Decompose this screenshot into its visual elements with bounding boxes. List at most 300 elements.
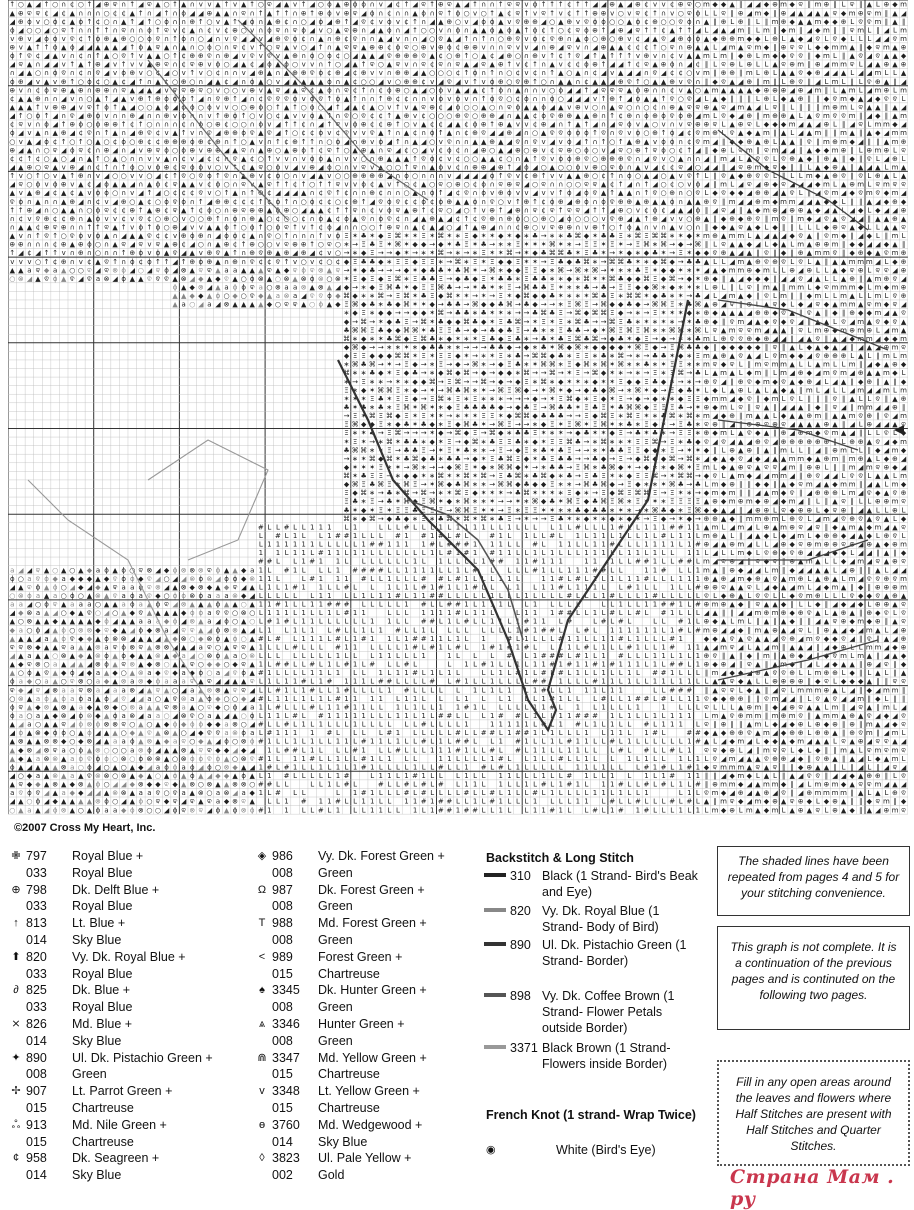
- stitch-symbol: ଵ: [756, 215, 761, 223]
- stitch-symbol: L: [764, 35, 768, 43]
- stitch-symbol: ⊕: [781, 9, 787, 17]
- stitch-symbol: ◆: [635, 283, 641, 291]
- stitch-symbol: ◆: [712, 386, 718, 394]
- stitch-symbol: ∩: [395, 129, 400, 137]
- stitch-symbol: ✶: [412, 266, 418, 274]
- stitch-symbol: ▲: [901, 318, 907, 326]
- stitch-symbol: ◢: [867, 241, 873, 249]
- stitch-symbol: ♣: [480, 283, 486, 291]
- stitch-symbol: ▲: [892, 112, 898, 120]
- stitch-symbol: ♣: [686, 386, 692, 394]
- stitch-symbol: ⊕: [721, 18, 727, 26]
- stitch-symbol: ○: [395, 164, 401, 172]
- stitch-symbol: ⊕: [472, 129, 478, 137]
- stitch-symbol: ○: [463, 9, 469, 17]
- stitch-symbol: ◆: [747, 241, 753, 249]
- stitch-symbol: ∗: [566, 241, 572, 249]
- stitch-symbol: ○: [283, 172, 289, 180]
- stitch-symbol: ⊕: [429, 215, 435, 223]
- stitch-symbol: ✶: [446, 232, 452, 240]
- stitch-symbol: ⊕: [506, 215, 512, 223]
- stitch-symbol: ⌘: [420, 335, 427, 343]
- stitch-symbol: v: [19, 172, 23, 180]
- stitch-symbol: ⊕: [823, 438, 829, 446]
- stitch-symbol: ⊕: [823, 241, 829, 249]
- stitch-symbol: m: [797, 283, 804, 291]
- stitch-symbol: ଵ: [516, 138, 521, 146]
- stitch-symbol: →: [438, 301, 444, 309]
- stitch-symbol: ○: [206, 69, 212, 77]
- stitch-symbol: ¢: [36, 155, 40, 163]
- stitch-symbol: Ξ: [396, 258, 400, 266]
- stitch-symbol: ▲: [738, 446, 744, 454]
- stitch-symbol: ✶: [592, 232, 598, 240]
- stitch-symbol: ◢: [738, 275, 744, 283]
- stitch-symbol: ▲: [267, 69, 273, 77]
- stitch-symbol: ▲: [52, 52, 58, 60]
- stitch-symbol: →: [472, 378, 478, 386]
- stitch-symbol: ଵ: [258, 249, 263, 257]
- stitch-symbol: ◆: [807, 343, 813, 351]
- stitch-symbol: ⌘: [677, 463, 684, 471]
- stitch-symbol: ∩: [44, 69, 49, 77]
- stitch-symbol: ✶: [609, 403, 615, 411]
- stitch-symbol: ଵ: [627, 78, 632, 86]
- stitch-symbol: ▲: [892, 61, 898, 69]
- stitch-symbol: v: [602, 146, 606, 154]
- stitch-symbol: a: [182, 301, 186, 309]
- stitch-symbol: ◢: [498, 112, 504, 120]
- stitch-symbol: ϕ: [199, 121, 204, 129]
- stitch-symbol: Ξ: [644, 343, 648, 351]
- stitch-symbol: ◢: [858, 215, 864, 223]
- stitch-symbol: ∥: [722, 318, 726, 326]
- stitch-symbol: ⌘: [463, 421, 470, 429]
- stitch-symbol: ∩: [370, 35, 375, 43]
- stitch-symbol: ○: [26, 172, 32, 180]
- stitch-symbol: ◆: [669, 258, 675, 266]
- stitch-symbol: ¢: [224, 26, 228, 34]
- stitch-symbol: ଵ: [901, 421, 906, 429]
- stitch-symbol: m: [823, 369, 830, 377]
- stitch-symbol: ଵ: [610, 215, 615, 223]
- stitch-symbol: ϕ: [70, 146, 75, 154]
- stitch-symbol: ϕ: [10, 129, 15, 137]
- stitch-symbol: ⊕: [789, 61, 795, 69]
- stitch-symbol: ϕ: [567, 189, 572, 197]
- stitch-symbol: ♣: [429, 326, 435, 334]
- stitch-symbol: ⊗: [181, 275, 187, 283]
- stitch-symbol: L: [747, 386, 751, 394]
- stitch-symbol: →: [404, 309, 410, 317]
- stitch-symbol: ଵ: [113, 1, 118, 9]
- stitch-symbol: ○: [223, 86, 229, 94]
- stitch-symbol: ↑: [575, 1, 581, 9]
- stitch-symbol: Ξ: [370, 275, 374, 283]
- stitch-symbol: ◢: [609, 206, 615, 214]
- stitch-symbol: ∥: [885, 232, 889, 240]
- stitch-symbol: ⊕: [883, 146, 889, 154]
- stitch-symbol: ⊗: [318, 266, 324, 274]
- stitch-symbol: ∩: [344, 164, 349, 172]
- stitch-symbol: ∩: [335, 112, 340, 120]
- stitch-symbol: ◢: [198, 9, 204, 17]
- stitch-symbol: ◆: [849, 95, 855, 103]
- stitch-symbol: ∥: [859, 275, 863, 283]
- stitch-symbol: →: [472, 343, 478, 351]
- stitch-symbol: ▲: [104, 44, 110, 52]
- stitch-symbol: ∗: [378, 301, 384, 309]
- stitch-symbol: ∥: [893, 378, 897, 386]
- stitch-symbol: ◆: [789, 352, 795, 360]
- stitch-symbol: ◢: [412, 1, 418, 9]
- stitch-symbol: v: [344, 181, 348, 189]
- stitch-symbol: ◆: [378, 369, 384, 377]
- stitch-symbol: ◆: [404, 369, 410, 377]
- stitch-symbol: ଵ: [687, 78, 692, 86]
- stitch-symbol: ▲: [858, 352, 864, 360]
- stitch-symbol: ଵ: [96, 69, 101, 77]
- stitch-symbol: ◆: [781, 164, 787, 172]
- stitch-symbol: ◢: [507, 146, 513, 154]
- stitch-symbol: ⊕: [129, 112, 135, 120]
- stitch-symbol: ⊕: [498, 189, 504, 197]
- stitch-symbol: ◢: [215, 232, 221, 240]
- stitch-symbol: ϕ: [327, 1, 332, 9]
- stitch-symbol: ○: [69, 266, 75, 274]
- stitch-symbol: ∥: [730, 95, 734, 103]
- stitch-symbol: ○: [138, 266, 144, 274]
- stitch-symbol: ▲: [747, 86, 753, 94]
- stitch-symbol: ◆: [824, 343, 830, 351]
- stitch-symbol: →: [575, 412, 581, 420]
- stitch-symbol: ⌘: [592, 309, 599, 317]
- stitch-symbol: ∩: [661, 9, 666, 17]
- stitch-symbol: ⊕: [832, 446, 838, 454]
- stitch-symbol: ∗: [669, 378, 675, 386]
- stitch-symbol: ▲: [892, 52, 898, 60]
- stitch-symbol: ∥: [816, 395, 820, 403]
- stitch-symbol: ଵ: [224, 275, 229, 283]
- stitch-symbol: ↑: [472, 1, 478, 9]
- stitch-symbol: ∥: [902, 18, 906, 26]
- stitch-symbol: ◢: [875, 35, 881, 43]
- stitch-symbol: ◆: [344, 463, 350, 471]
- stitch-symbol: ◢: [224, 146, 230, 154]
- stitch-symbol: L: [867, 429, 871, 437]
- stitch-symbol: ○: [172, 215, 178, 223]
- stitch-symbol: m: [754, 164, 761, 172]
- stitch-symbol: ϕ: [139, 249, 144, 257]
- stitch-symbol: ○: [438, 112, 444, 120]
- stitch-symbol: ∩: [138, 181, 143, 189]
- stitch-symbol: ▲: [755, 463, 761, 471]
- stitch-symbol: ◆: [430, 438, 436, 446]
- stitch-symbol: ↑: [18, 112, 24, 120]
- stitch-symbol: ∩: [10, 224, 15, 232]
- stitch-symbol: ⊕: [849, 275, 855, 283]
- stitch-symbol: ϕ: [190, 164, 195, 172]
- stitch-symbol: ♣: [583, 318, 589, 326]
- stitch-symbol: ▲: [215, 266, 221, 274]
- stitch-symbol: ♣: [532, 309, 538, 317]
- stitch-symbol: Ξ: [687, 395, 691, 403]
- stitch-symbol: ⊕: [832, 224, 838, 232]
- stitch-symbol: ◢: [130, 181, 136, 189]
- stitch-symbol: ♣: [643, 361, 649, 369]
- stitch-symbol: ∩: [224, 206, 229, 214]
- stitch-symbol: ଵ: [584, 155, 589, 163]
- stitch-symbol: L: [842, 78, 846, 86]
- stitch-symbol: ▲: [721, 309, 727, 317]
- stitch-symbol: L: [722, 283, 726, 291]
- stitch-symbol: ଵ: [893, 95, 898, 103]
- stitch-symbol: m: [832, 189, 839, 197]
- stitch-symbol: ◢: [704, 164, 710, 172]
- stitch-symbol: ◢: [455, 206, 461, 214]
- stitch-symbol: ∥: [739, 421, 743, 429]
- stitch-symbol: m: [832, 78, 839, 86]
- stitch-symbol: ∩: [464, 138, 469, 146]
- stitch-symbol: ⊕: [472, 164, 478, 172]
- stitch-symbol: →: [378, 343, 384, 351]
- stitch-symbol: ϕ: [558, 155, 563, 163]
- stitch-symbol: ◢: [95, 1, 101, 9]
- stitch-symbol: ¢: [456, 189, 460, 197]
- stitch-symbol: ∩: [121, 258, 126, 266]
- stitch-symbol: ↑: [215, 172, 221, 180]
- stitch-symbol: ▲: [867, 318, 873, 326]
- stitch-symbol: ⌘: [592, 335, 599, 343]
- stitch-symbol: ▲: [455, 198, 461, 206]
- stitch-symbol: ◢: [669, 206, 675, 214]
- stitch-symbol: ◢: [352, 18, 358, 26]
- stitch-symbol: ଵ: [841, 224, 846, 232]
- stitch-symbol: L: [902, 155, 906, 163]
- stitch-symbol: ▲: [892, 18, 898, 26]
- stitch-symbol: v: [199, 69, 203, 77]
- stitch-symbol: ∩: [104, 249, 109, 257]
- stitch-symbol: ଵ: [747, 326, 752, 334]
- stitch-symbol: ଵ: [181, 172, 186, 180]
- stitch-symbol: ♣: [618, 275, 624, 283]
- stitch-symbol: ↑: [112, 104, 118, 112]
- stitch-symbol: ∥: [765, 369, 769, 377]
- stitch-symbol: ◆: [541, 266, 547, 274]
- stitch-symbol: ⊕: [729, 412, 735, 420]
- stitch-symbol: ϕ: [96, 121, 101, 129]
- stitch-symbol: ∗: [584, 343, 590, 351]
- stitch-symbol: ○: [86, 95, 92, 103]
- stitch-symbol: ϕ: [121, 138, 126, 146]
- stitch-symbol: →: [404, 429, 410, 437]
- stitch-symbol: ▲: [669, 172, 675, 180]
- stitch-symbol: ⊕: [883, 343, 889, 351]
- stitch-symbol: ▲: [558, 78, 564, 86]
- stitch-symbol: ϕ: [241, 283, 246, 291]
- stitch-symbol: ◆: [781, 318, 787, 326]
- stitch-symbol: ∗: [369, 403, 375, 411]
- stitch-symbol: m: [900, 86, 907, 94]
- stitch-symbol: ▲: [181, 181, 187, 189]
- stitch-symbol: ▲: [541, 129, 547, 137]
- stitch-symbol: ⊕: [901, 258, 907, 266]
- stitch-symbol: ϕ: [104, 104, 109, 112]
- stitch-symbol: ¢: [181, 61, 185, 69]
- stitch-symbol: ✶: [489, 249, 495, 257]
- stitch-symbol: ♣: [626, 421, 632, 429]
- stitch-symbol: v: [302, 164, 306, 172]
- stitch-symbol: ◢: [472, 172, 478, 180]
- stitch-symbol: ◆: [618, 463, 624, 471]
- stitch-symbol: ⊕: [644, 86, 650, 94]
- stitch-symbol: v: [464, 78, 468, 86]
- stitch-symbol: ଵ: [884, 266, 889, 274]
- stitch-symbol: ∗: [498, 283, 504, 291]
- stitch-symbol: ¢: [79, 52, 83, 60]
- stitch-symbol: ¢: [644, 1, 648, 9]
- stitch-symbol: ◆: [875, 206, 881, 214]
- stitch-symbol: ◢: [275, 129, 281, 137]
- stitch-symbol: ◆: [832, 18, 838, 26]
- stitch-symbol: ◢: [532, 44, 538, 52]
- stitch-symbol: ✶: [601, 326, 607, 334]
- stitch-symbol: m: [737, 104, 744, 112]
- stitch-symbol: ↑: [618, 52, 624, 60]
- stitch-symbol: ◆: [892, 258, 898, 266]
- stitch-symbol: ▲: [884, 78, 890, 86]
- stitch-symbol: ◢: [78, 112, 84, 120]
- stitch-symbol: →: [464, 343, 470, 351]
- stitch-symbol: ▲: [430, 164, 436, 172]
- stitch-symbol: ⊕: [729, 69, 735, 77]
- stitch-symbol: ଵ: [310, 69, 315, 77]
- stitch-symbol: →: [626, 309, 632, 317]
- stitch-symbol: ∗: [421, 463, 427, 471]
- stitch-symbol: ଵ: [798, 44, 803, 52]
- stitch-symbol: ∗: [361, 292, 367, 300]
- stitch-symbol: ◆: [532, 412, 538, 420]
- stitch-symbol: ∥: [782, 343, 786, 351]
- stitch-symbol: ↑: [284, 181, 290, 189]
- stitch-symbol: ↑: [86, 35, 92, 43]
- stitch-symbol: ¢: [147, 215, 151, 223]
- stitch-symbol: ⊕: [883, 1, 889, 9]
- stitch-symbol: ✶: [412, 403, 418, 411]
- stitch-symbol: ◆: [678, 395, 684, 403]
- stitch-symbol: ◢: [310, 18, 316, 26]
- stitch-symbol: v: [344, 121, 348, 129]
- stitch-symbol: ↑: [378, 224, 384, 232]
- stitch-symbol: ↑: [138, 206, 144, 214]
- stitch-symbol: ◆: [284, 266, 290, 274]
- stitch-symbol: ◢: [824, 386, 830, 394]
- stitch-symbol: ∩: [430, 9, 435, 17]
- stitch-symbol: ଵ: [884, 95, 889, 103]
- stitch-symbol: ◆: [652, 386, 658, 394]
- stitch-symbol: m: [763, 26, 770, 34]
- stitch-symbol: ↑: [446, 9, 452, 17]
- stitch-symbol: ○: [35, 258, 41, 266]
- stitch-symbol: ○: [549, 215, 555, 223]
- stitch-symbol: ○: [446, 69, 452, 77]
- stitch-symbol: ✶: [609, 395, 615, 403]
- stitch-symbol: ¢: [70, 1, 74, 9]
- stitch-symbol: ϕ: [10, 78, 15, 86]
- stitch-symbol: ▲: [781, 189, 787, 197]
- stitch-symbol: Ξ: [567, 335, 571, 343]
- stitch-symbol: ଵ: [901, 309, 906, 317]
- stitch-symbol: L: [902, 232, 906, 240]
- stitch-symbol: ∩: [447, 26, 452, 34]
- stitch-symbol: ∩: [147, 112, 152, 120]
- stitch-symbol: ଵ: [833, 112, 838, 120]
- stitch-symbol: ♣: [403, 455, 409, 463]
- stitch-symbol: ∩: [293, 155, 298, 163]
- stitch-symbol: ✶: [618, 241, 624, 249]
- stitch-symbol: ♣: [566, 232, 572, 240]
- stitch-symbol: ▲: [892, 241, 898, 249]
- stitch-symbol: ଵ: [507, 172, 512, 180]
- stitch-symbol: ▲: [130, 9, 136, 17]
- stitch-symbol: ▲: [181, 292, 187, 300]
- stitch-symbol: ▲: [832, 266, 838, 274]
- stitch-symbol: Ξ: [619, 326, 623, 334]
- stitch-symbol: ⊕: [592, 26, 598, 34]
- stitch-symbol: ▲: [130, 232, 136, 240]
- stitch-symbol: ∩: [130, 26, 135, 34]
- stitch-symbol: ◆: [609, 343, 615, 351]
- stitch-symbol: m: [703, 361, 710, 369]
- stitch-symbol: ◢: [729, 26, 735, 34]
- stitch-symbol: ϕ: [224, 232, 229, 240]
- stitch-symbol: v: [87, 232, 91, 240]
- stitch-symbol: ∗: [352, 386, 358, 394]
- stitch-symbol: ⌘: [446, 369, 453, 377]
- stitch-symbol: ⊕: [618, 35, 624, 43]
- stitch-symbol: ∩: [421, 172, 426, 180]
- stitch-symbol: →: [472, 292, 478, 300]
- stitch-symbol: ○: [335, 61, 341, 69]
- stitch-symbol: ◢: [781, 335, 787, 343]
- stitch-symbol: ∩: [370, 95, 375, 103]
- stitch-symbol: Ξ: [507, 335, 511, 343]
- stitch-symbol: ○: [695, 1, 701, 9]
- stitch-symbol: ¢: [499, 155, 503, 163]
- stitch-symbol: ଵ: [618, 86, 623, 94]
- stitch-symbol: ⊕: [644, 52, 650, 60]
- stitch-symbol: v: [430, 44, 434, 52]
- stitch-symbol: m: [772, 215, 779, 223]
- stitch-symbol: ✶: [455, 292, 461, 300]
- stitch-symbol: ଵ: [730, 335, 735, 343]
- stitch-symbol: ↑: [86, 224, 92, 232]
- stitch-symbol: ⊕: [746, 215, 752, 223]
- stitch-symbol: ⊕: [712, 301, 718, 309]
- stitch-symbol: ○: [223, 292, 229, 300]
- stitch-symbol: m: [866, 463, 873, 471]
- stitch-symbol: ↑: [489, 86, 495, 94]
- stitch-symbol: Ξ: [696, 463, 700, 471]
- stitch-symbol: ଵ: [516, 9, 521, 17]
- stitch-symbol: ▲: [729, 224, 735, 232]
- stitch-symbol: ∥: [790, 249, 794, 257]
- stitch-symbol: ϕ: [584, 146, 589, 154]
- stitch-symbol: ⊕: [61, 129, 67, 137]
- stitch-symbol: ∥: [842, 155, 846, 163]
- stitch-symbol: ⌘: [403, 292, 410, 300]
- stitch-symbol: ◢: [627, 26, 633, 34]
